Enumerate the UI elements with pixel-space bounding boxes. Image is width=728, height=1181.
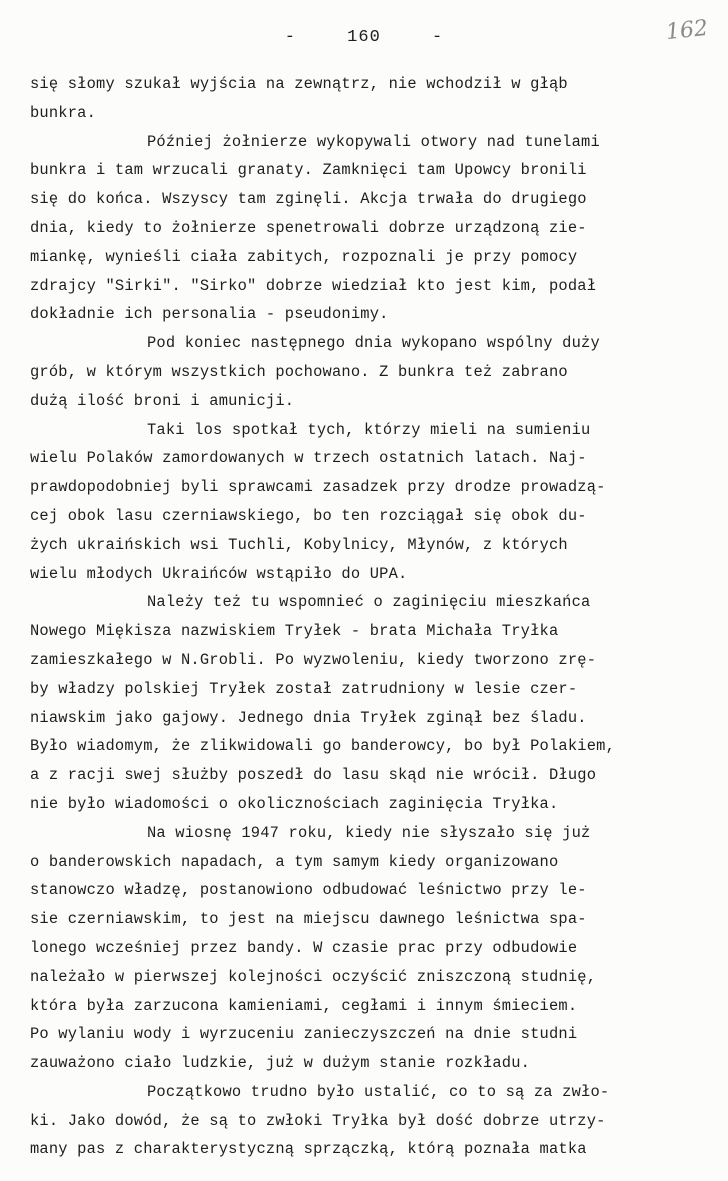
paragraph xyxy=(30,416,720,589)
paragraph xyxy=(30,329,720,415)
text-line: prawdopodobniej byli sprawcami zasadzek przy drodze prowadzą- xyxy=(30,478,606,497)
text-line: bunkra. xyxy=(30,103,97,122)
text-line: żych ukraińskich wsi Tuchli, Kobylnicy, Młynów, z których xyxy=(30,535,568,554)
handwritten-page-number: 162 xyxy=(664,15,710,46)
text-line: dnia, kiedy to żołnierze spenetrowali dobrze urządzoną zie- xyxy=(30,218,587,237)
text-line: dużą ilość broni i amunicji. xyxy=(30,391,295,410)
text-line: która była zarzucona kamieniami, cegłami i innym śmieciem. xyxy=(30,996,578,1015)
paragraph xyxy=(30,128,720,330)
text-line: zdrajcy "Sirki". "Sirko" dobrze wiedział kto jest kim, podał xyxy=(30,276,597,295)
text-line: zamieszkałego w N.Grobli. Po wyzwoleniu, kiedy tworzono zrę- xyxy=(30,650,597,669)
text-line: się do końca. Wszyscy tam zginęli. Akcja trwała do drugiego xyxy=(30,190,587,209)
page-number: - 160 - xyxy=(284,28,444,47)
text-line: się słomy szukał wyjścia na zewnątrz, nie wchodził w głąb xyxy=(30,75,568,93)
text-line: lonego wcześniej przez bandy. W czasie prac przy odbudowie xyxy=(30,938,578,957)
text-line: Na wiosnę 1947 roku, kiedy nie słyszało się już xyxy=(147,823,591,842)
text-line: Pod koniec następnego dnia wykopano wspólny duży xyxy=(147,334,600,353)
text-line: Później żołnierze wykopywali otwory nad tunelami xyxy=(147,132,600,151)
text-line: należało w pierwszej kolejności oczyścić zniszczoną studnię, xyxy=(30,967,597,986)
paragraph xyxy=(30,1078,720,1164)
text-line: Taki los spotkał tych, którzy mieli na sumieniu xyxy=(147,420,591,439)
text-line: a z racji swej służby poszedł do lasu skąd nie wrócił. Długo xyxy=(30,766,597,785)
text-line: Nowego Miękisza nazwiskiem Tryłek - brata Michała Tryłka xyxy=(30,622,559,641)
text-line: o banderowskich napadach, a tym samym kiedy organizowano xyxy=(30,852,559,871)
text-line: by władzy polskiej Tryłek został zatrudniony w lesie czer- xyxy=(30,679,578,698)
text-line: Początkowo trudno było ustalić, co to są za zwło- xyxy=(147,1082,610,1101)
paragraph xyxy=(30,819,720,1078)
text-line: many pas z charakterystyczną sprzączką, którą poznała matka xyxy=(30,1140,587,1159)
text-line: ki. Jako dowód, że są to zwłoki Tryłka był dość dobrze utrzy- xyxy=(30,1111,606,1130)
text-line: nie było wiadomości o okolicznościach zaginięcia Tryłka. xyxy=(30,794,559,813)
text-line: Należy też tu wspomnieć o zaginięciu mieszkańca xyxy=(147,593,591,612)
text-line: sie czerniawskim, to jest na miejscu dawnego leśnictwa spa- xyxy=(30,910,587,929)
text-line: grób, w którym wszystkich pochowano. Z bunkra też zabrano xyxy=(30,362,568,381)
text-line: Po wylaniu wody i wyrzuceniu zanieczyszczeń na dnie studni xyxy=(30,1025,578,1044)
text-line: bunkra i tam wrzucali granaty. Zamknięci tam Upowcy bronili xyxy=(30,161,587,180)
text-line: cej obok lasu czerniawskiego, bo ten rozciągał się obok du- xyxy=(30,506,587,525)
paragraph xyxy=(30,70,720,128)
text-line: dokładnie ich personalia - pseudonimy. xyxy=(30,305,389,324)
text-line: stanowczo władzę, postanowiono odbudować leśnictwo przy le- xyxy=(30,881,587,900)
text-line: wielu młodych Ukraińców wstąpiło do UPA. xyxy=(30,564,408,583)
text-line: wielu Polaków zamordowanych w trzech ostatnich latach. Naj- xyxy=(30,449,587,468)
body-text xyxy=(30,70,720,1164)
text-line: miankę, wynieśli ciała zabitych, rozpoznali je przy pomocy xyxy=(30,247,578,266)
paragraph xyxy=(30,588,720,818)
text-line: Było wiadomym, że zlikwidowali go banderowcy, bo był Polakiem, xyxy=(30,737,616,756)
text-line: niawskim jako gajowy. Jednego dnia Tryłek zginął bez śladu. xyxy=(30,708,587,727)
text-line: zauważono ciało ludzkie, już w dużym stanie rozkładu. xyxy=(30,1054,531,1073)
